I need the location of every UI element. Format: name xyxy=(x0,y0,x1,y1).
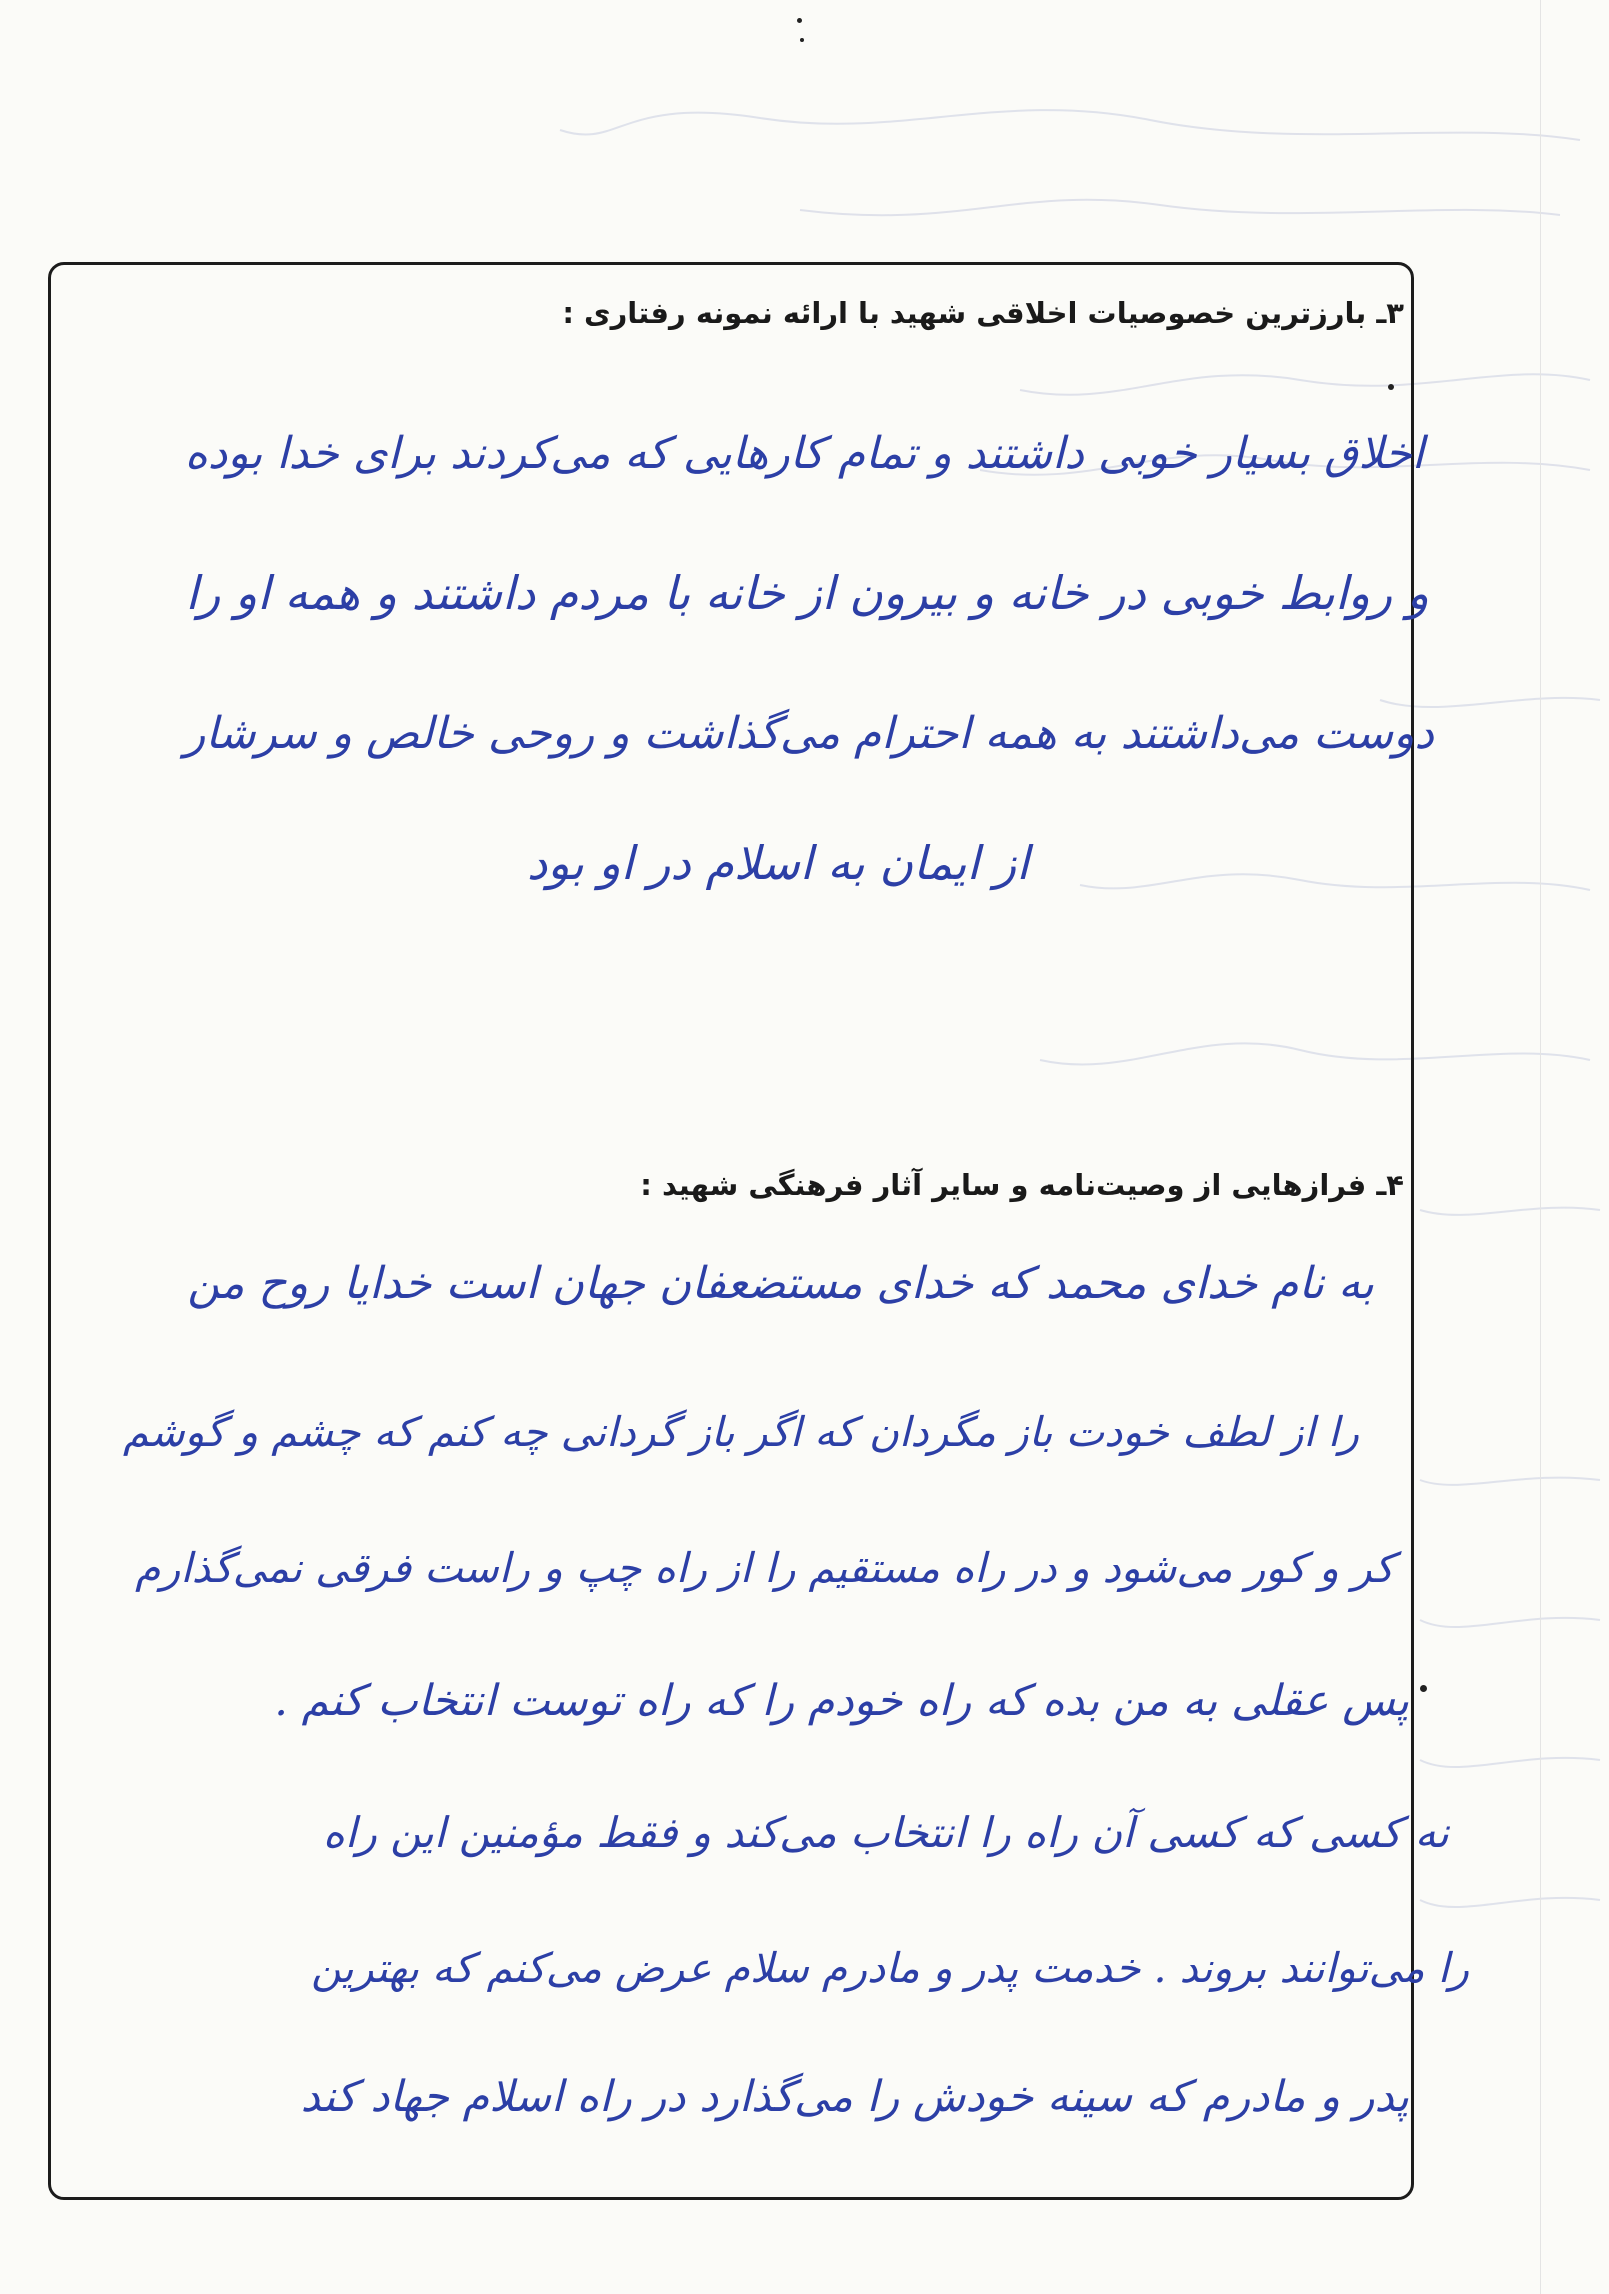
handwritten-line: و روابط خوبی در خانه و بیرون از خانه با مردم داشتند و همه او را xyxy=(185,566,1429,620)
handwritten-line: را می‌توانند بروند . خدمت پدر و مادرم سلام عرض می‌کنم که بهترین xyxy=(311,1944,1469,1992)
handwritten-line: اخلاق بسیار خوبی داشتند و تمام کارهایی که می‌کردند برای خدا بوده xyxy=(184,428,1424,479)
handwritten-line: کر و کور می‌شود و در راه مستقیم را از راه چپ و راست فرقی نمی‌گذارم xyxy=(135,1544,1394,1592)
section-3-heading: ۳ـ بارزترین خصوصیات اخلاقی شهید با ارائه نمونه رفتاری : xyxy=(562,296,1404,330)
speck xyxy=(797,18,802,23)
handwritten-line: نه کسی که کسی آن راه را انتخاب می‌کند و فقط مؤمنین این راه xyxy=(322,1808,1449,1857)
handwritten-line: را از لطف خودت باز مگردان که اگر باز گردانی چه کنم که چشم و گوشم xyxy=(123,1408,1359,1456)
paper-edge-line xyxy=(1540,0,1541,2294)
handwritten-line: پدر و مادرم که سینه خودش را می‌گذارد در راه اسلام جهاد کند xyxy=(300,2072,1409,2122)
speck xyxy=(800,38,804,42)
form-frame xyxy=(48,262,1414,2200)
speck xyxy=(1420,1685,1427,1692)
handwritten-line: به نام خدای محمد که خدای مستضعفان جهان است خدایا روح من xyxy=(187,1258,1374,1309)
section-4-heading: ۴ـ فرازهایی از وصیت‌نامه و سایر آثار فرهنگی شهید : xyxy=(640,1168,1404,1202)
handwritten-line: پس عقلی به من بده که راه خودم را که راه توست انتخاب کنم . xyxy=(274,1676,1409,1726)
handwritten-line: از ایمان به اسلام در او بود xyxy=(526,836,1029,890)
handwritten-line: دوست می‌داشتند به همه احترام می‌گذاشت و روحی خالص و سرشار xyxy=(184,708,1434,759)
speck xyxy=(1388,384,1394,390)
